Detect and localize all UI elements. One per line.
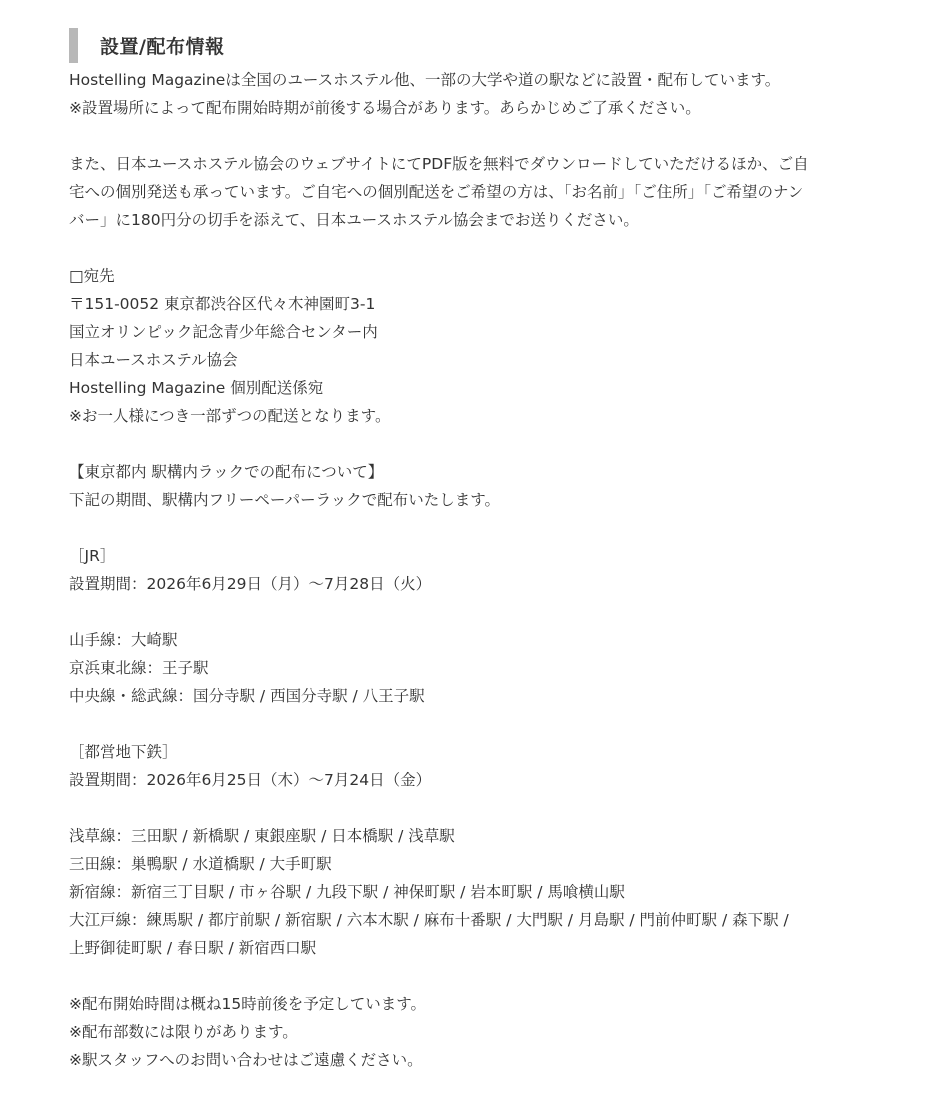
blank-line [69,234,849,262]
text-line: 〒151-0052 東京都渋谷区代々木神園町3-1 [69,295,376,313]
heading-accent-bar [69,28,78,63]
text-line: また、日本ユースホステル協会のウェブサイトにてPDF版を無料でダウンロードしていただけるほか、ご自 [69,155,809,173]
text-line: 三田線：巣鴨駅 / 水道橋駅 / 大手町駅 [69,855,332,873]
text-line: 設置期間：2026年6月25日（木）～7月24日（金） [69,771,432,789]
text-line: 中央線・総武線：国分寺駅 / 西国分寺駅 / 八王子駅 [69,687,425,705]
text-line: ※設置場所によって配布開始時期が前後する場合があります。あらかじめご了承ください。 [69,99,701,117]
text-line: 国立オリンピック記念青少年総合センター内 [69,323,378,341]
blank-line [69,794,849,822]
text-line: ※配布開始時間は概ね15時前後を予定しています。 [69,995,426,1013]
text-line: □宛先 [69,267,115,285]
section-title: 設置/配布情報 [100,36,225,58]
blank-line [69,514,849,542]
text-line: Hostelling Magazineは全国のユースホステル他、一部の大学や道の駅などに設置・配布しています。 [69,71,781,89]
text-line: バー」に180円分の切手を添えて、日本ユースホステル協会までお送りください。 [69,211,639,229]
text-line: 大江戸線：練馬駅 / 都庁前駅 / 新宿駅 / 六本木駅 / 麻布十番駅 / 大門駅 / 月島駅 / 門前仲町駅 / 森下駅 / [69,911,789,929]
text-line: ［JR］ [69,547,116,565]
section-heading [69,28,849,63]
text-line: ※配布部数には限りがあります。 [69,1023,298,1041]
text-line: 日本ユースホステル協会 [69,351,238,369]
text-line: ※駅スタッフへのお問い合わせはご遠慮ください。 [69,1051,423,1069]
blank-line [69,710,849,738]
text-line: ※お一人様につき一部ずつの配送となります。 [69,407,391,425]
text-line: 上野御徒町駅 / 春日駅 / 新宿西口駅 [69,939,317,957]
section-body [69,66,849,1074]
distribution-info-section [69,28,849,1074]
text-line: 新宿線：新宿三丁目駅 / 市ヶ谷駅 / 九段下駅 / 神保町駅 / 岩本町駅 / 馬喰横山駅 [69,883,625,901]
text-line: 宅への個別発送も承っています。ご自宅への個別配送をご希望の方は、「お名前」「ご住所」「ご希望のナン [69,183,804,201]
text-line: Hostelling Magazine 個別配送係宛 [69,379,324,397]
text-line: 京浜東北線：王子駅 [69,659,209,677]
text-line: 浅草線：三田駅 / 新橋駅 / 東銀座駅 / 日本橋駅 / 浅草駅 [69,827,455,845]
blank-line [69,598,849,626]
text-line: 【東京都内 駅構内ラックでの配布について】 [69,463,384,481]
blank-line [69,962,849,990]
text-line: 設置期間：2026年6月29日（月）～7月28日（火） [69,575,432,593]
blank-line [69,122,849,150]
blank-line [69,430,849,458]
text-line: ［都営地下鉄］ [69,743,178,761]
text-line: 山手線：大崎駅 [69,631,178,649]
text-line: 下記の期間、駅構内フリーペーパーラックで配布いたします。 [69,491,501,509]
